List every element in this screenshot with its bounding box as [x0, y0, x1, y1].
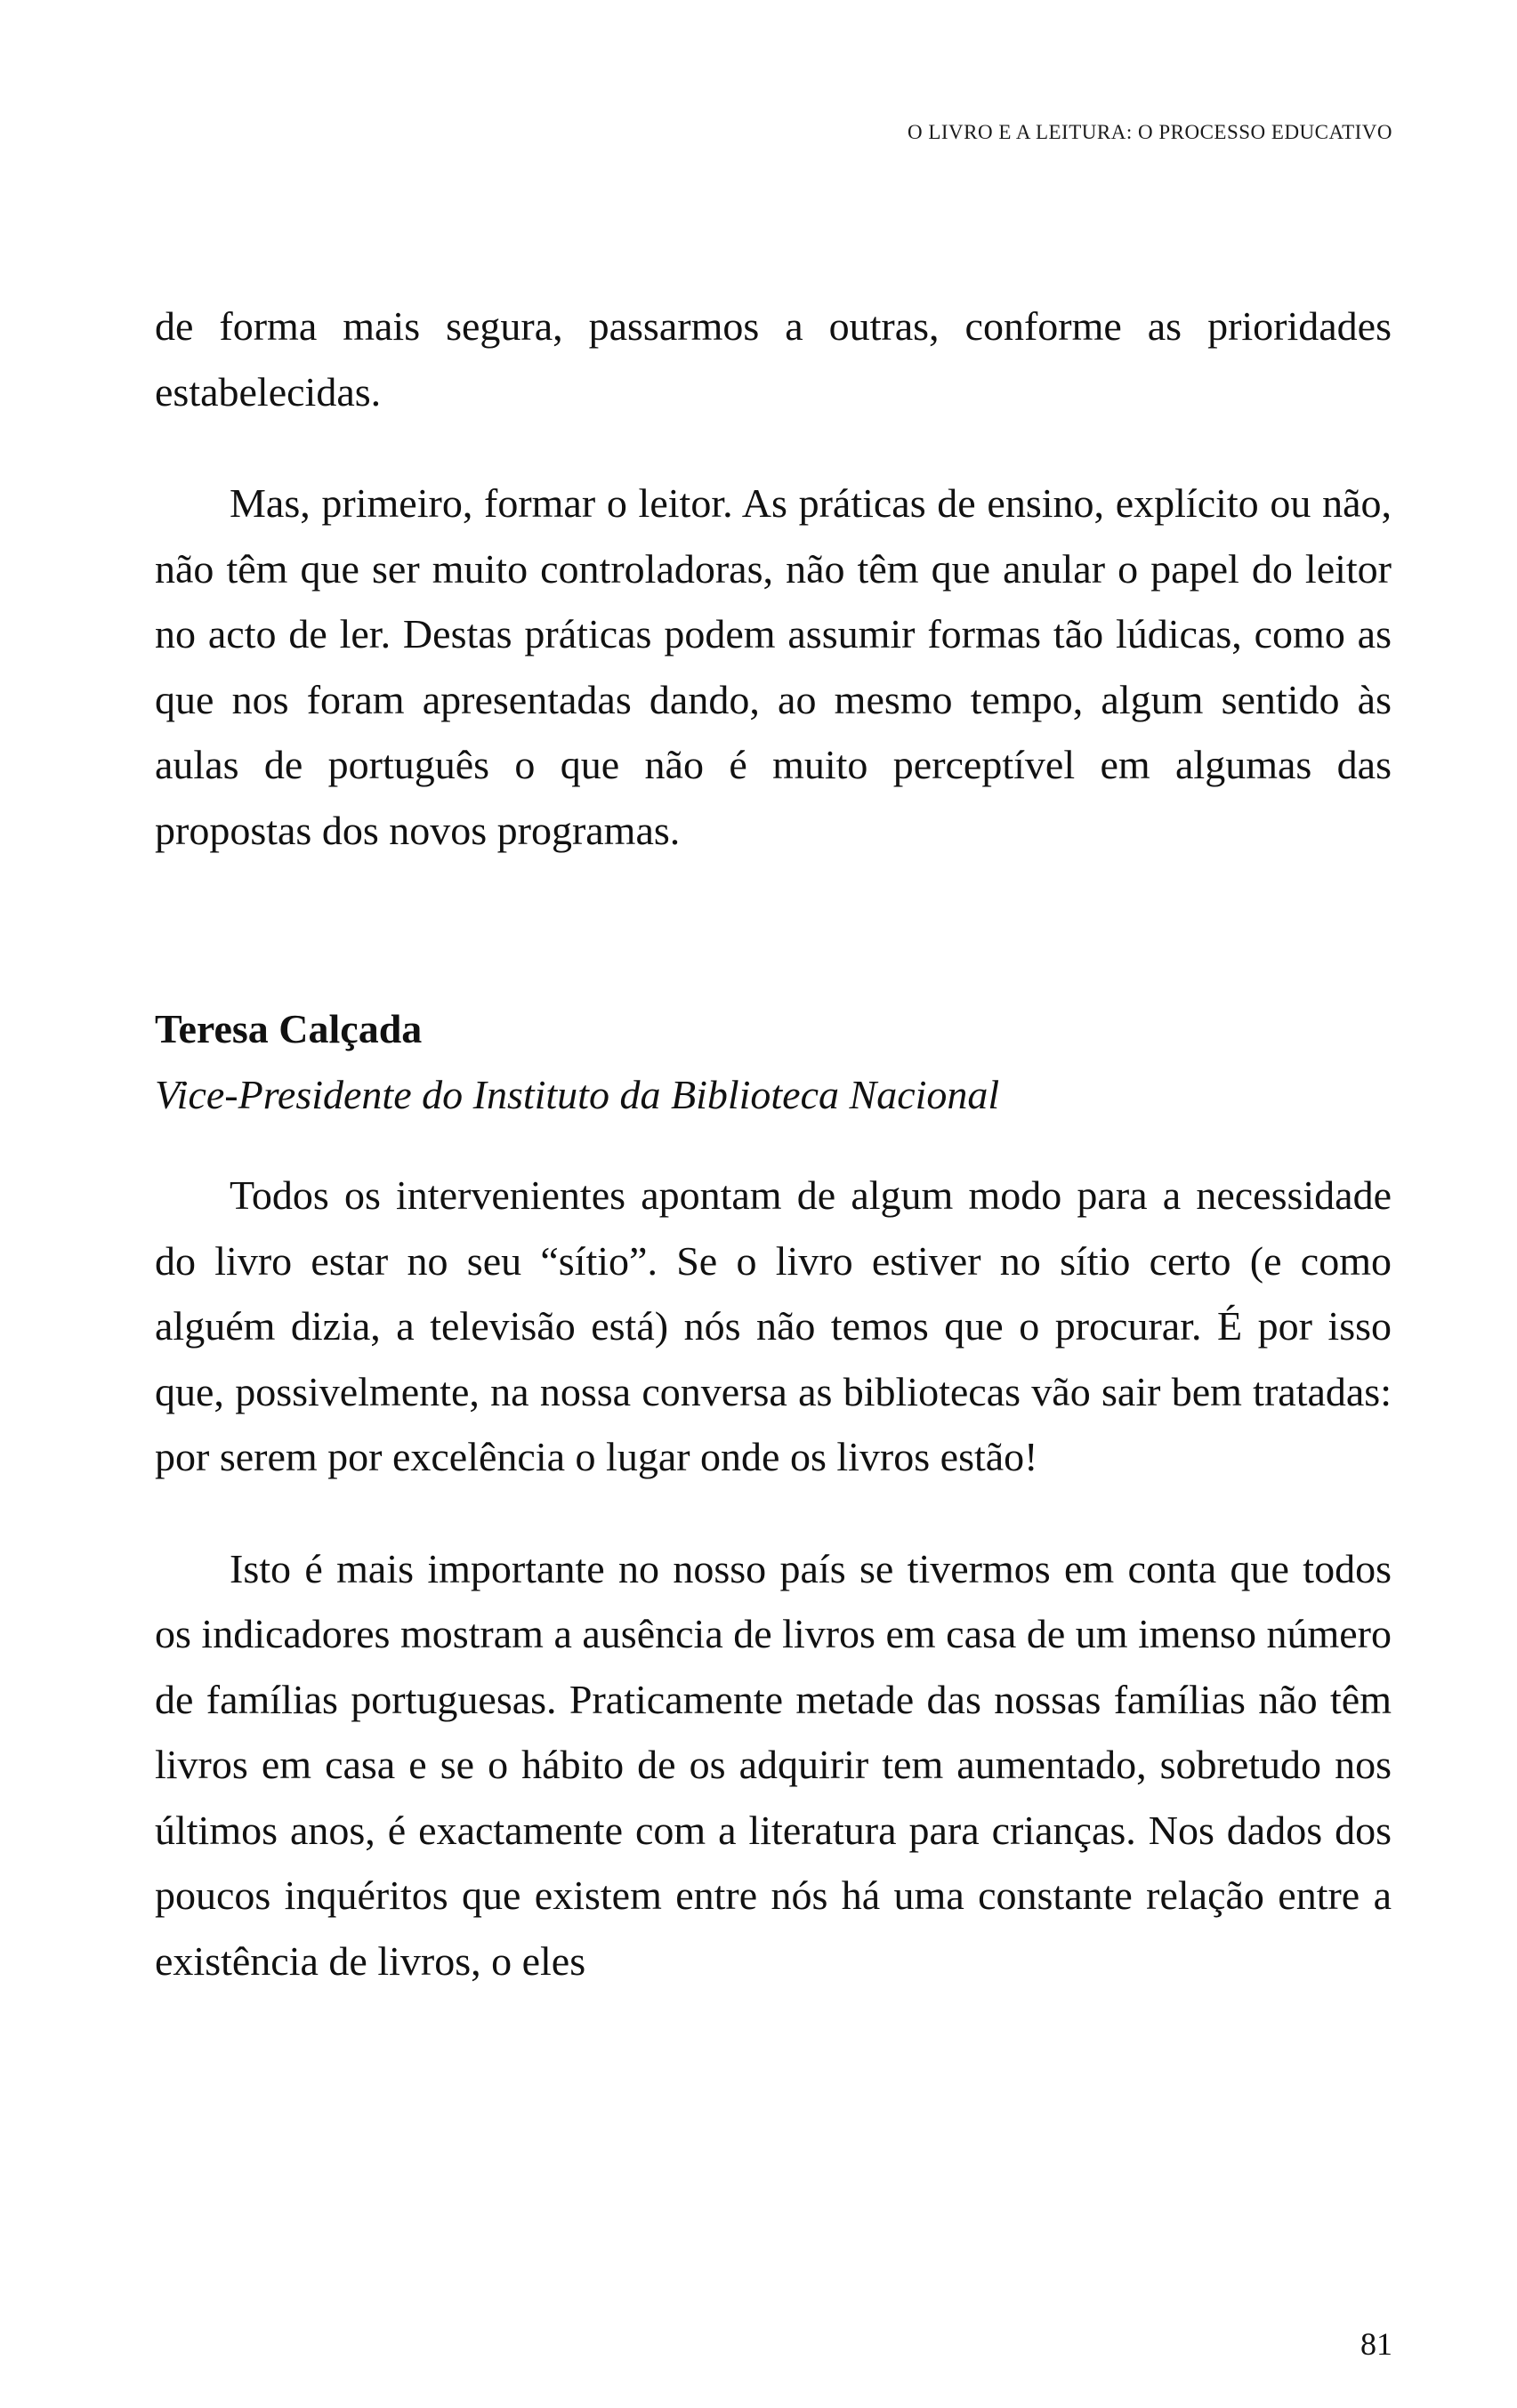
paragraph-gap — [155, 1127, 1392, 1163]
paragraph-continuation: de forma mais segura, passarmos a outras, conforme as prioridades estabelecidas. — [155, 303, 1392, 415]
paragraph-gap — [155, 424, 1392, 471]
paragraph-book-place: Todos os intervenientes apontam de algum modo para a necessidade do livro estar no seu “sítio”. Se o livro estiver no sítio certo (e como alguém dizia, a televisão está) nós não temos que o procurar. É por isso que, possivelmente, na nossa conversa as bibliotecas vão sair bem tratadas: por serem por excelência o lugar onde os livros estão! — [155, 1172, 1392, 1479]
running-header: O LIVRO E A LEITURA: O PROCESSO EDUCATIVO — [907, 121, 1392, 143]
paragraph-reading-practices: Mas, primeiro, formar o leitor. As práticas de ensino, explícito ou não, não têm que ser muito controladoras, não têm que anular o papel do leitor no acto de ler. Destas práticas podem assumir formas tão lúdicas, como as que nos foram apresentadas dando, ao mesmo tempo, algum sentido às aulas de português o que não é muito perceptível em algumas das propostas dos novos programas. — [155, 480, 1392, 853]
section-gap — [155, 863, 1392, 996]
paragraph-gap — [155, 1490, 1392, 1536]
speaker-role: Vice-Presidente do Instituto da Biblioteca Nacional — [155, 1071, 1000, 1117]
page-number: 81 — [1360, 2326, 1392, 2362]
page-body — [155, 294, 1392, 1993]
speaker-name: Teresa Calçada — [155, 1006, 423, 1051]
paragraph-families: Isto é mais importante no nosso país se tivermos em conta que todos os indicadores mostram a ausência de livros em casa de um imenso número de famílias portuguesas. Praticamente metade das nossas famílias não têm livros em casa e se o hábito de os adquirir tem aumentado, sobretudo nos últimos anos, é exactamente com a literatura para crianças. Nos dados dos poucos inquéritos que existem entre nós há uma constante relação entre a existência de livros, o eles — [155, 1545, 1392, 1984]
